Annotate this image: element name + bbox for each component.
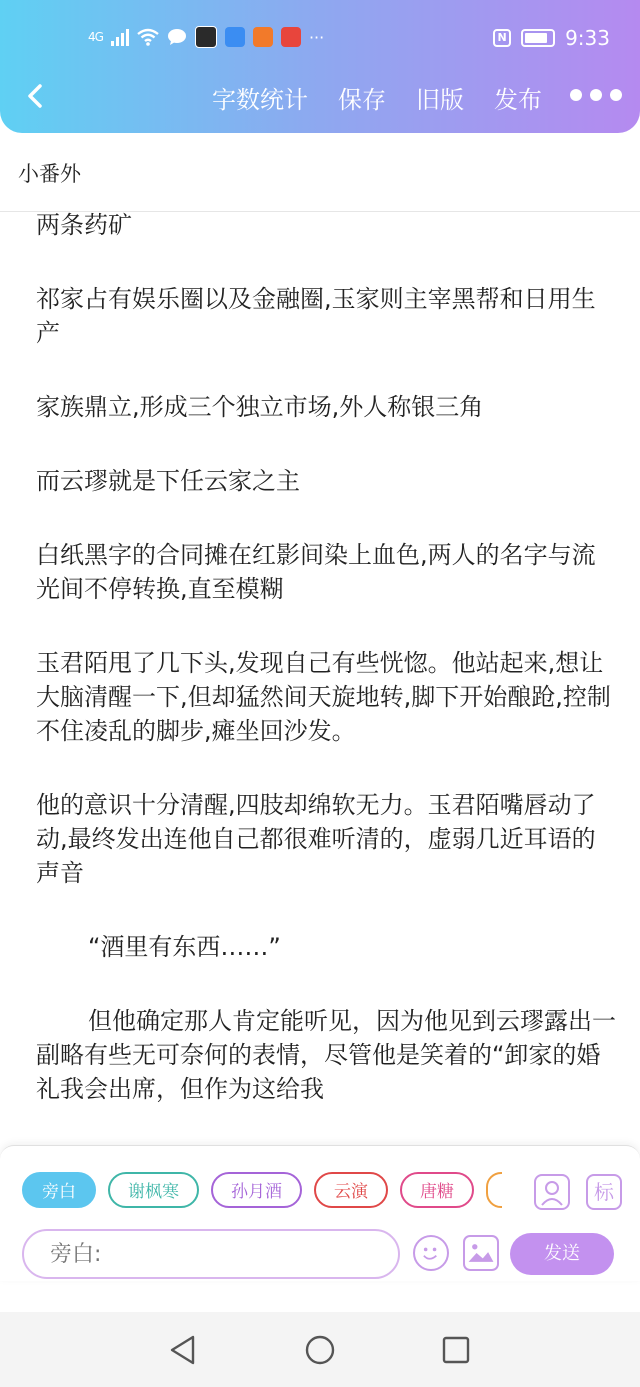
message-icon xyxy=(167,28,187,46)
header-menu xyxy=(182,80,542,114)
paragraph: 但他确定那人肯定能听见，因为他见到云璆露出一副略有些无可奈何的表情，尽管他是笑着的“卸家的婚礼我会出席，但作为这给我 xyxy=(36,1007,616,1103)
chip-character[interactable]: 唐糖 xyxy=(400,1172,474,1208)
paragraph: 他的意识十分清醒,四肢却绵软无力。玉君陌嘴唇动了动,最终发出连他自己都很难听清的，虚弱几近耳语的声音 xyxy=(36,791,596,887)
chip-narrator[interactable]: 旁白 xyxy=(22,1172,96,1208)
signal-bars-icon xyxy=(111,28,129,46)
signal-label: 4G xyxy=(88,30,103,44)
word-count-button[interactable]: 字数统计 xyxy=(212,85,308,114)
send-button[interactable]: 发送 xyxy=(510,1233,614,1275)
save-button[interactable]: 保存 xyxy=(338,85,386,114)
status-time: 9:33 xyxy=(565,26,610,50)
old-version-button[interactable]: 旧版 xyxy=(416,85,464,114)
status-right xyxy=(493,26,610,50)
nav-recent-icon[interactable] xyxy=(442,1336,470,1364)
publish-button[interactable]: 发布 xyxy=(494,85,542,114)
nav-home-icon[interactable] xyxy=(304,1334,336,1366)
paragraph: 家族鼎立,形成三个独立市场,外人称银三角 xyxy=(36,393,484,421)
document-body[interactable] xyxy=(36,208,616,1145)
chat-input-panel xyxy=(0,1145,640,1281)
more-notifications-icon: ··· xyxy=(308,27,325,47)
top-header xyxy=(0,0,640,133)
chip-character[interactable]: 云演 xyxy=(314,1172,388,1208)
paragraph: 白纸黑字的合同摊在红影间染上血色,两人的名字与流光间不停转换,直至模糊 xyxy=(36,541,596,603)
message-input-wrapper xyxy=(22,1229,400,1279)
character-chips xyxy=(22,1172,502,1212)
app-icon-search xyxy=(225,27,245,47)
app-icon-video xyxy=(195,26,217,48)
chip-character[interactable]: 孙月酒 xyxy=(211,1172,302,1208)
paragraph: “酒里有东西……” xyxy=(88,933,281,961)
status-bar xyxy=(0,0,640,80)
status-left xyxy=(88,26,324,48)
system-nav-bar xyxy=(0,1312,640,1387)
emoji-icon[interactable] xyxy=(413,1235,449,1271)
paragraph: 祁家占有娱乐圈以及金融圈,玉家则主宰黑帮和日用生产 xyxy=(36,285,596,347)
message-input[interactable] xyxy=(48,1231,382,1277)
app-icon-shop xyxy=(281,27,301,47)
more-options-icon[interactable] xyxy=(570,89,622,101)
paragraph: 而云璆就是下任云家之主 xyxy=(36,467,300,495)
document-title: 小番外 xyxy=(18,162,81,186)
wifi-icon xyxy=(137,28,159,46)
tag-button[interactable] xyxy=(586,1174,622,1210)
image-icon[interactable] xyxy=(463,1235,499,1271)
paragraph: 玉君陌甩了几下头,发现自己有些恍惚。他站起来,想让大脑清醒一下,但却猛然间天旋地转,脚下开始酿跄,控制不住凌乱的脚步,瘫坐回沙发。 xyxy=(36,649,611,745)
battery-icon xyxy=(521,29,555,47)
paragraph: 两条药矿 xyxy=(36,211,132,239)
nav-back-icon[interactable] xyxy=(168,1334,198,1366)
chip-character[interactable]: 谢枫寒 xyxy=(108,1172,199,1208)
back-icon[interactable] xyxy=(22,82,50,110)
character-manage-icon[interactable] xyxy=(534,1174,570,1210)
nfc-icon: N xyxy=(493,29,511,47)
tag-label: 标 xyxy=(594,1180,614,1204)
app-icon-player xyxy=(253,27,273,47)
chip-character[interactable] xyxy=(486,1172,502,1208)
